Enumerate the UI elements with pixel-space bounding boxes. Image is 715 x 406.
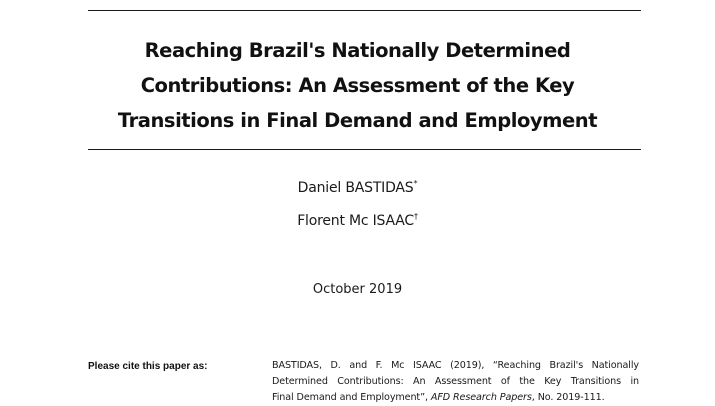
citation-line-2: Determined Contributions: An Assessment of the Key Transitions in (272, 376, 639, 387)
paper-title (40, 33, 675, 138)
author-2-name: Florent Mc ISAAC (297, 213, 414, 229)
citation-line-1: BASTIDAS, D. and F. Mc ISAAC (2019), “Reaching Brazil's Nationally (272, 360, 639, 371)
author-2-footnote-mark[interactable]: † (413, 212, 418, 221)
title-line-3: Transitions in Final Demand and Employment (117, 109, 598, 132)
citation-text (272, 358, 639, 406)
citation-line-3-suffix: , No. 2019-111. (531, 392, 605, 403)
author-1-name: Daniel BASTIDAS (297, 180, 414, 196)
bottom-rule (88, 149, 641, 150)
author-1 (0, 180, 715, 196)
citation-line-3-prefix: Final Demand and Employment”, (272, 392, 431, 403)
title-line-1: Reaching Brazil's Nationally Determined (144, 39, 571, 62)
citation-line-3 (272, 390, 639, 406)
author-2 (0, 213, 715, 229)
citation-label: Please cite this paper as: (88, 361, 208, 372)
title-line-2: Contributions: An Assessment of the Key (140, 74, 575, 97)
top-rule (88, 10, 641, 11)
citation-series-name: AFD Research Papers (430, 392, 532, 403)
publication-date: October 2019 (312, 282, 403, 297)
author-1-footnote-mark[interactable]: * (413, 179, 418, 188)
